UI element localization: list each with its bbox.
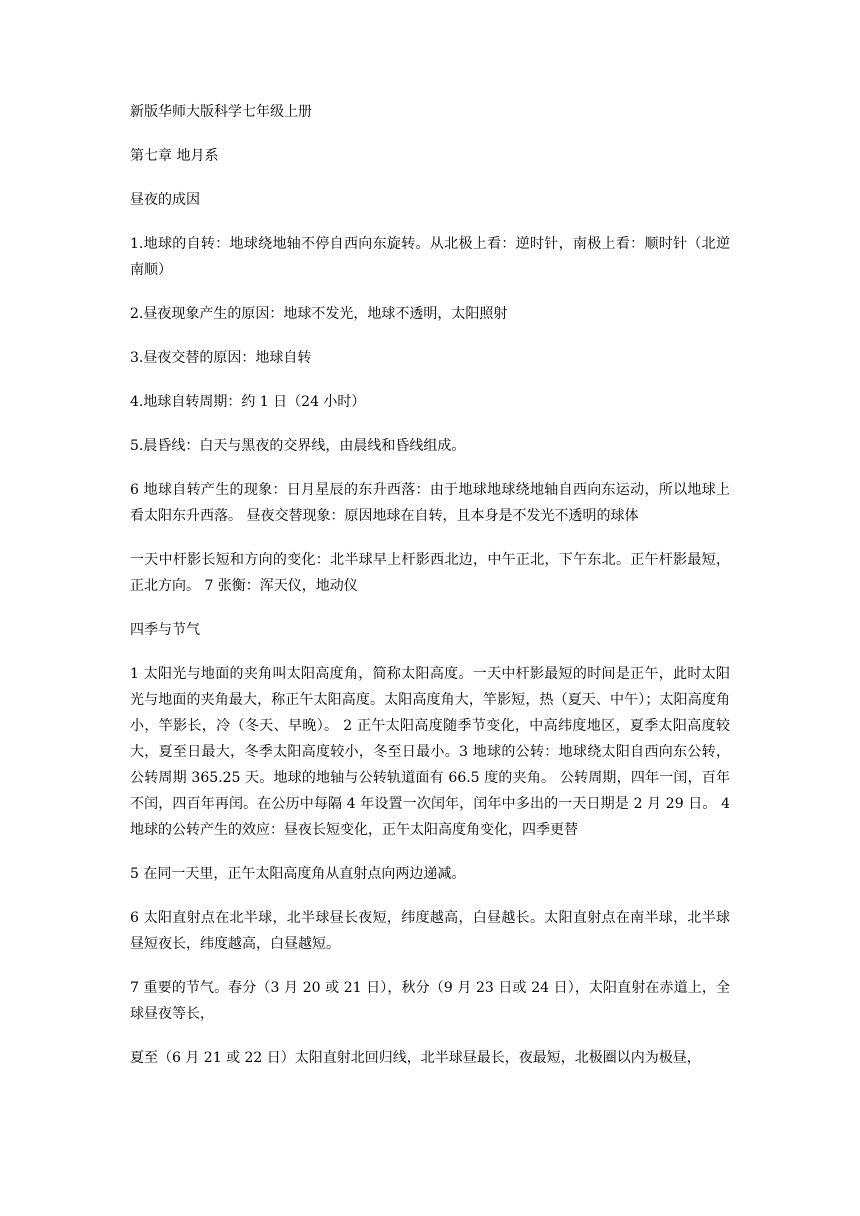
paragraph-equinoxes: 7 重要的节气。春分（3 月 20 或 21 日），秋分（9 月 23 日或 24 日），太阳直射在赤道上，全球昼夜等长，: [130, 980, 730, 1022]
paragraph-rotation-period: 4.地球自转周期：约 1 日（24 小时）: [130, 394, 366, 410]
document-title: 新版华师大版科学七年级上册: [130, 104, 312, 120]
paragraph-direct-point: 6 太阳直射点在北半球，北半球昼长夜短，纬度越高，白昼越长。太阳直射点在南半球，北半球昼短夜长，纬度越高，白昼越短。: [130, 910, 730, 952]
paragraph-altitude-decrease: 5 在同一天里，正午太阳高度角从直射点向两边递减。: [130, 866, 466, 882]
section-heading-seasons: 四季与节气: [130, 622, 200, 638]
paragraph-terminator: 5.晨昏线：白天与黑夜的交界线，由晨线和昏线组成。: [130, 438, 466, 454]
paragraph-rotation-phenomena: 6 地球自转产生的现象：日月星辰的东升西落：由于地球地球绕地轴自西向东运动，所以地球上看太阳东升西落。 昼夜交替现象：原因地球在自转，且本身是不发光不透明的球体: [130, 482, 730, 524]
paragraph-summer-solstice: 夏至（6 月 21 或 22 日）太阳直射北回归线，北半球昼最长，夜最短，北极圈以内为极昼，: [130, 1050, 701, 1066]
paragraph-day-night-alternation: 3.昼夜交替的原因：地球自转: [130, 350, 312, 366]
chapter-heading: 第七章 地月系: [130, 148, 219, 164]
paragraph-day-night-cause: 2.昼夜现象产生的原因：地球不发光，地球不透明，太阳照射: [130, 306, 508, 322]
document-page: [130, 99, 730, 1089]
paragraph-solar-altitude: 1 太阳光与地面的夹角叫太阳高度角，简称太阳高度。一天中杆影最短的时间是正午，此时太阳光与地面的夹角最大，称正午太阳高度。太阳高度角大，竿影短，热（夏天、中午）；太阳高度角小，竿影长，冷（冬天、早晚）。 2 正午太阳高度随季节变化，中高纬度地区，夏季太阳高度较大，夏至日最大，冬季太阳高度较小，冬至日最小。3 地球的公转：地球绕太阳自西向东公转，公转周期 365.25 天。地球的地轴与公转轨道面有 66.5 度的夹角。 公转周期，四年一闰，百年不闰，四百年再闰。在公历中每隔 4 年设置一次闰年，闰年中多出的一天日期是 2 月 29 日。 4 地球的公转产生的效应：昼夜长短变化，正午太阳高度角变化，四季更替: [130, 666, 730, 838]
section-heading-day-night: 昼夜的成因: [130, 192, 200, 208]
paragraph-shadow-changes: 一天中杆影长短和方向的变化：北半球早上杆影西北边，中午正北，下午东北。正午杆影最短，正北方向。 7 张衡：浑天仪，地动仪: [130, 552, 730, 594]
paragraph-rotation: 1.地球的自转：地球绕地轴不停自西向东旋转。从北极上看：逆时针，南极上看：顺时针（北逆南顺）: [130, 236, 730, 278]
